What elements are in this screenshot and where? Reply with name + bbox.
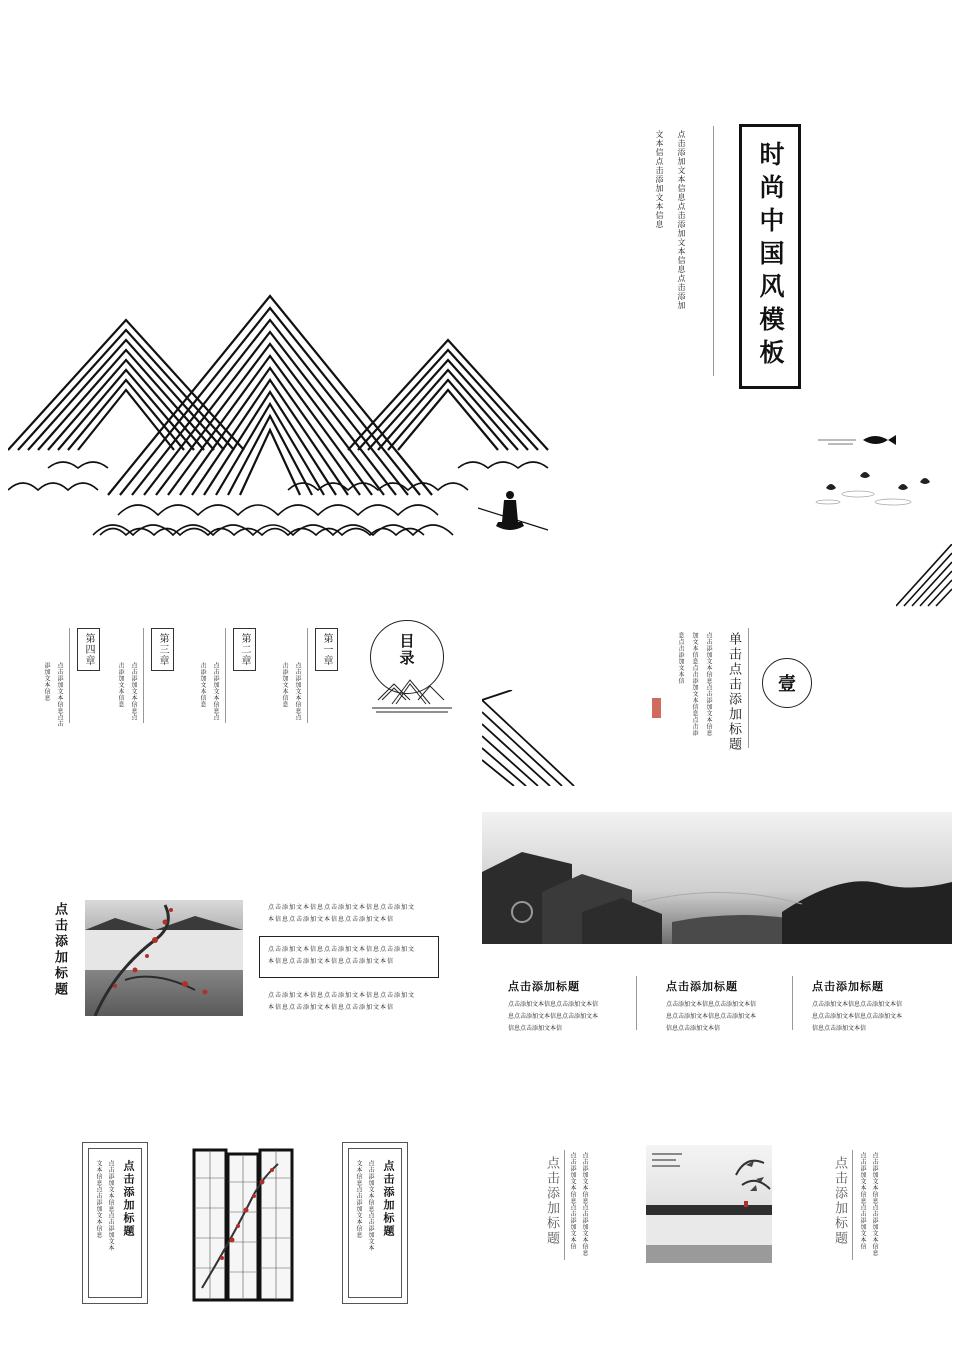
slide6-left-title: 点击添加标题 bbox=[122, 1160, 135, 1238]
chapter-3-text: 点击添加文本信息点 bbox=[130, 662, 137, 721]
slide6-right-text: 文本信息点击添加文本信息 bbox=[355, 1160, 362, 1238]
chapter-1-text: 点击添加文本信息点 bbox=[294, 662, 301, 721]
column-title: 点击添加标题 bbox=[666, 980, 738, 993]
left-ornate-frame bbox=[82, 1142, 148, 1304]
ancient-architecture-banner bbox=[482, 812, 952, 944]
cover-text-col2: 文本信点击添加文本信息 bbox=[655, 130, 664, 229]
toc-mountain-icon bbox=[372, 670, 452, 714]
slide6-left-text: 文本信息点击添加文本信息 bbox=[95, 1160, 102, 1238]
section-text: 点击添加文本信息点击添加文本信息 bbox=[705, 632, 712, 736]
chapter-label-3[interactable]: 第三章 bbox=[151, 628, 174, 671]
slide7-right-title: 点击添加标题 bbox=[832, 1156, 847, 1246]
paragraph-line: 点击添加文本信息点击添加文本信息点击添加文 bbox=[268, 904, 416, 911]
right-ornate-frame bbox=[342, 1142, 408, 1304]
slide7-right-text: 点击添加文本信息点击添加文本信息 bbox=[871, 1152, 878, 1256]
corner-mountain-lines bbox=[896, 544, 952, 608]
section-text: 加文本信息点击添加文本信息点击添 bbox=[691, 632, 698, 736]
cover-slide bbox=[0, 60, 960, 620]
cover-title: 时尚中国风模板 bbox=[739, 124, 801, 389]
banner-column-2 bbox=[666, 978, 796, 1035]
fish-illustration bbox=[808, 430, 948, 520]
column-text: 点击添加文本信息点击添加文本信 bbox=[812, 1001, 903, 1008]
folding-screen-illustration bbox=[192, 1148, 296, 1304]
chapter-4-text: 点击添加文本信息点击 bbox=[56, 662, 63, 727]
slide4-title: 点击添加标题 bbox=[52, 902, 67, 998]
paragraph-line: 点击添加文本信息点击添加文本信息点击添加文 bbox=[268, 992, 416, 999]
red-seal-stamp bbox=[652, 698, 661, 718]
column-text: 信息点击添加文本信 bbox=[812, 1025, 867, 1032]
slide6-left-text: 点击添加文本信息点击添加文本 bbox=[107, 1160, 114, 1251]
column-text: 点击添加文本信息点击添加文本信 bbox=[666, 1001, 757, 1008]
section-number: 壹 bbox=[778, 674, 796, 695]
slide4-paragraph-3 bbox=[268, 990, 415, 1014]
section-number-circle bbox=[762, 658, 812, 708]
slide4-paragraph-2 bbox=[268, 944, 415, 968]
banner-column-1 bbox=[508, 978, 638, 1035]
chapter-2-text: 击添加文本信息 bbox=[199, 662, 206, 708]
mountain-illustration bbox=[8, 290, 568, 550]
column-text: 息点击添加文本信息点击添加文本 bbox=[666, 1013, 757, 1020]
column-text: 信息点击添加文本信 bbox=[666, 1025, 721, 1032]
column-title: 点击添加标题 bbox=[812, 980, 884, 993]
chapter-2-text: 点击添加文本信息点 bbox=[212, 662, 219, 721]
slide7-left-text: 点击添加文本信息点击添加文本信息 bbox=[581, 1152, 588, 1256]
chapter-4-text: 添加文本信息 bbox=[43, 662, 50, 701]
chapter-label-2[interactable]: 第二章 bbox=[233, 628, 256, 671]
section-title: 单击点击添加标题 bbox=[726, 632, 741, 752]
slide7-left-title: 点击添加标题 bbox=[544, 1156, 559, 1246]
chapter-1-text: 击添加文本信息 bbox=[281, 662, 288, 708]
slide7-left-text: 点击添加文本信息点击添加文本信 bbox=[569, 1152, 576, 1250]
boatman-icon bbox=[478, 491, 548, 530]
chapter-3-text: 击添加文本信息 bbox=[117, 662, 124, 708]
cover-text-col1: 点击添加文本信息点击添加文本信息点击添加 bbox=[677, 130, 686, 310]
column-text: 息点击添加文本信息点击添加文本 bbox=[812, 1013, 903, 1020]
column-text: 息点击添加文本信息点击添加文本 bbox=[508, 1013, 599, 1020]
photo-text-slide bbox=[0, 870, 478, 1030]
toc-slide bbox=[0, 600, 478, 760]
wall-photo-slide bbox=[482, 1130, 960, 1310]
column-title: 点击添加标题 bbox=[508, 980, 580, 993]
slide6-right-title: 点击添加标题 bbox=[382, 1160, 395, 1238]
banner-column-3 bbox=[812, 978, 942, 1035]
column-text: 信息点击添加文本信 bbox=[508, 1025, 563, 1032]
section-text: 息点击添加文本信 bbox=[677, 632, 684, 684]
slide6-right-text: 点击添加文本信息点击添加文本 bbox=[367, 1160, 374, 1251]
paragraph-line: 本信息点击添加文本信息点击添加文本信 bbox=[268, 958, 395, 965]
column-text: 点击添加文本信息点击添加文本信 bbox=[508, 1001, 599, 1008]
slide4-paragraph-1 bbox=[268, 902, 415, 926]
screen-slide bbox=[0, 1130, 478, 1310]
corner-mountain-lines bbox=[482, 690, 578, 786]
toc-heading: 目录 bbox=[397, 633, 416, 667]
paragraph-line: 本信息点击添加文本信息点击添加文本信 bbox=[268, 1004, 395, 1011]
plum-blossom-photo bbox=[85, 900, 243, 1016]
chapter-label-4[interactable]: 第四章 bbox=[77, 628, 100, 671]
paragraph-line: 本信息点击添加文本信息点击添加文本信 bbox=[268, 916, 395, 923]
slide7-right-text: 点击添加文本信息点击添加文本信 bbox=[859, 1152, 866, 1250]
banner-slide bbox=[482, 812, 952, 1042]
white-wall-photo bbox=[646, 1145, 772, 1263]
section-slide bbox=[482, 610, 960, 790]
paragraph-line: 点击添加文本信息点击添加文本信息点击添加文 bbox=[268, 946, 416, 953]
chapter-label-1[interactable]: 第一章 bbox=[315, 628, 338, 671]
